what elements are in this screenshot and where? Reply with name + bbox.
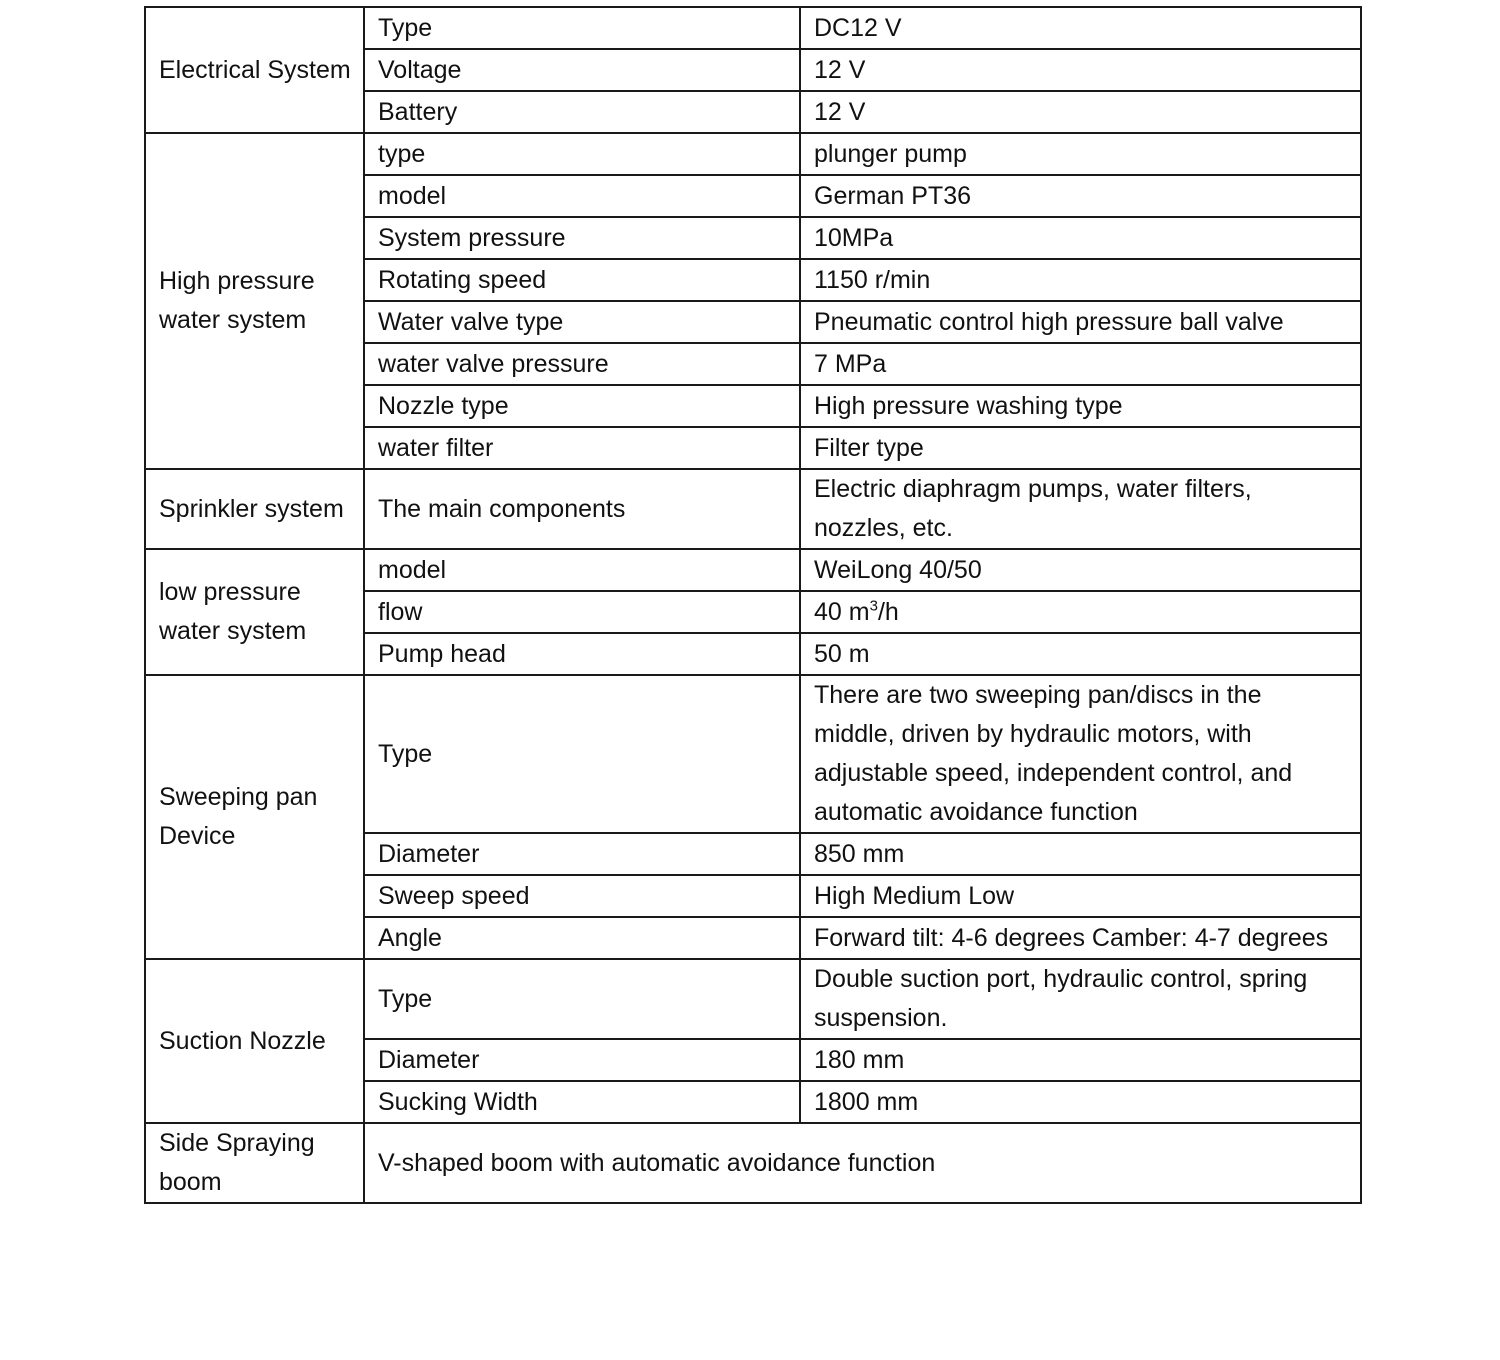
param-cell: Sweep speed <box>364 875 800 917</box>
param-cell: System pressure <box>364 217 800 259</box>
group-label-high-pressure-water-system: High pressure water system <box>145 133 364 469</box>
group-label-electrical-system: Electrical System <box>145 7 364 133</box>
param-cell: Type <box>364 675 800 833</box>
param-cell: Battery <box>364 91 800 133</box>
group-label-sweeping-pan-device: Sweeping pan Device <box>145 675 364 959</box>
value-cell: 10MPa <box>800 217 1361 259</box>
param-cell: Nozzle type <box>364 385 800 427</box>
value-cell: Filter type <box>800 427 1361 469</box>
param-cell: model <box>364 175 800 217</box>
param-cell: water valve pressure <box>364 343 800 385</box>
value-cell: There are two sweeping pan/discs in the middle, driven by hydraulic motors, with adjustable speed, independent control, and automatic avoidance function <box>800 675 1361 833</box>
value-cell: 1150 r/min <box>800 259 1361 301</box>
value-cell: WeiLong 40/50 <box>800 549 1361 591</box>
table-row <box>145 675 1361 833</box>
param-cell: Type <box>364 959 800 1039</box>
param-cell: water filter <box>364 427 800 469</box>
param-cell: Voltage <box>364 49 800 91</box>
value-cell: 180 mm <box>800 1039 1361 1081</box>
value-cell: High Medium Low <box>800 875 1361 917</box>
table-row <box>145 549 1361 591</box>
table-row <box>145 133 1361 175</box>
param-cell: Diameter <box>364 1039 800 1081</box>
param-cell: Angle <box>364 917 800 959</box>
value-cell: Double suction port, hydraulic control, spring suspension. <box>800 959 1361 1039</box>
group-label-suction-nozzle: Suction Nozzle <box>145 959 364 1123</box>
value-cell: 7 MPa <box>800 343 1361 385</box>
table-row <box>145 1123 1361 1203</box>
value-cell: 12 V <box>800 91 1361 133</box>
value-cell: Electric diaphragm pumps, water filters, nozzles, etc. <box>800 469 1361 549</box>
param-cell: Sucking Width <box>364 1081 800 1123</box>
value-cell: DC12 V <box>800 7 1361 49</box>
group-label-sprinkler-system: Sprinkler system <box>145 469 364 549</box>
table-row <box>145 469 1361 549</box>
param-cell: Pump head <box>364 633 800 675</box>
value-cell: Forward tilt: 4-6 degrees Camber: 4-7 degrees <box>800 917 1361 959</box>
flow-value-exponent: 3 <box>869 597 878 615</box>
table-row <box>145 7 1361 49</box>
table-row <box>145 959 1361 1039</box>
value-cell: 1800 mm <box>800 1081 1361 1123</box>
value-cell: High pressure washing type <box>800 385 1361 427</box>
param-cell: model <box>364 549 800 591</box>
param-cell: Type <box>364 7 800 49</box>
flow-value-suffix: /h <box>877 597 899 626</box>
value-cell: 12 V <box>800 49 1361 91</box>
param-cell: Rotating speed <box>364 259 800 301</box>
value-cell: German PT36 <box>800 175 1361 217</box>
specification-table <box>144 6 1362 1204</box>
param-cell: Water valve type <box>364 301 800 343</box>
value-cell: 50 m <box>800 633 1361 675</box>
merged-value-cell: V-shaped boom with automatic avoidance function <box>364 1123 1361 1203</box>
param-cell: The main components <box>364 469 800 549</box>
value-cell <box>800 591 1361 633</box>
flow-value-number: 40 m <box>814 597 870 626</box>
value-cell: Pneumatic control high pressure ball valve <box>800 301 1361 343</box>
param-cell: type <box>364 133 800 175</box>
group-label-low-pressure-water-system: low pressure water system <box>145 549 364 675</box>
group-label-side-spraying-boom: Side Spraying boom <box>145 1123 364 1203</box>
param-cell: flow <box>364 591 800 633</box>
param-cell: Diameter <box>364 833 800 875</box>
value-cell: plunger pump <box>800 133 1361 175</box>
value-cell: 850 mm <box>800 833 1361 875</box>
